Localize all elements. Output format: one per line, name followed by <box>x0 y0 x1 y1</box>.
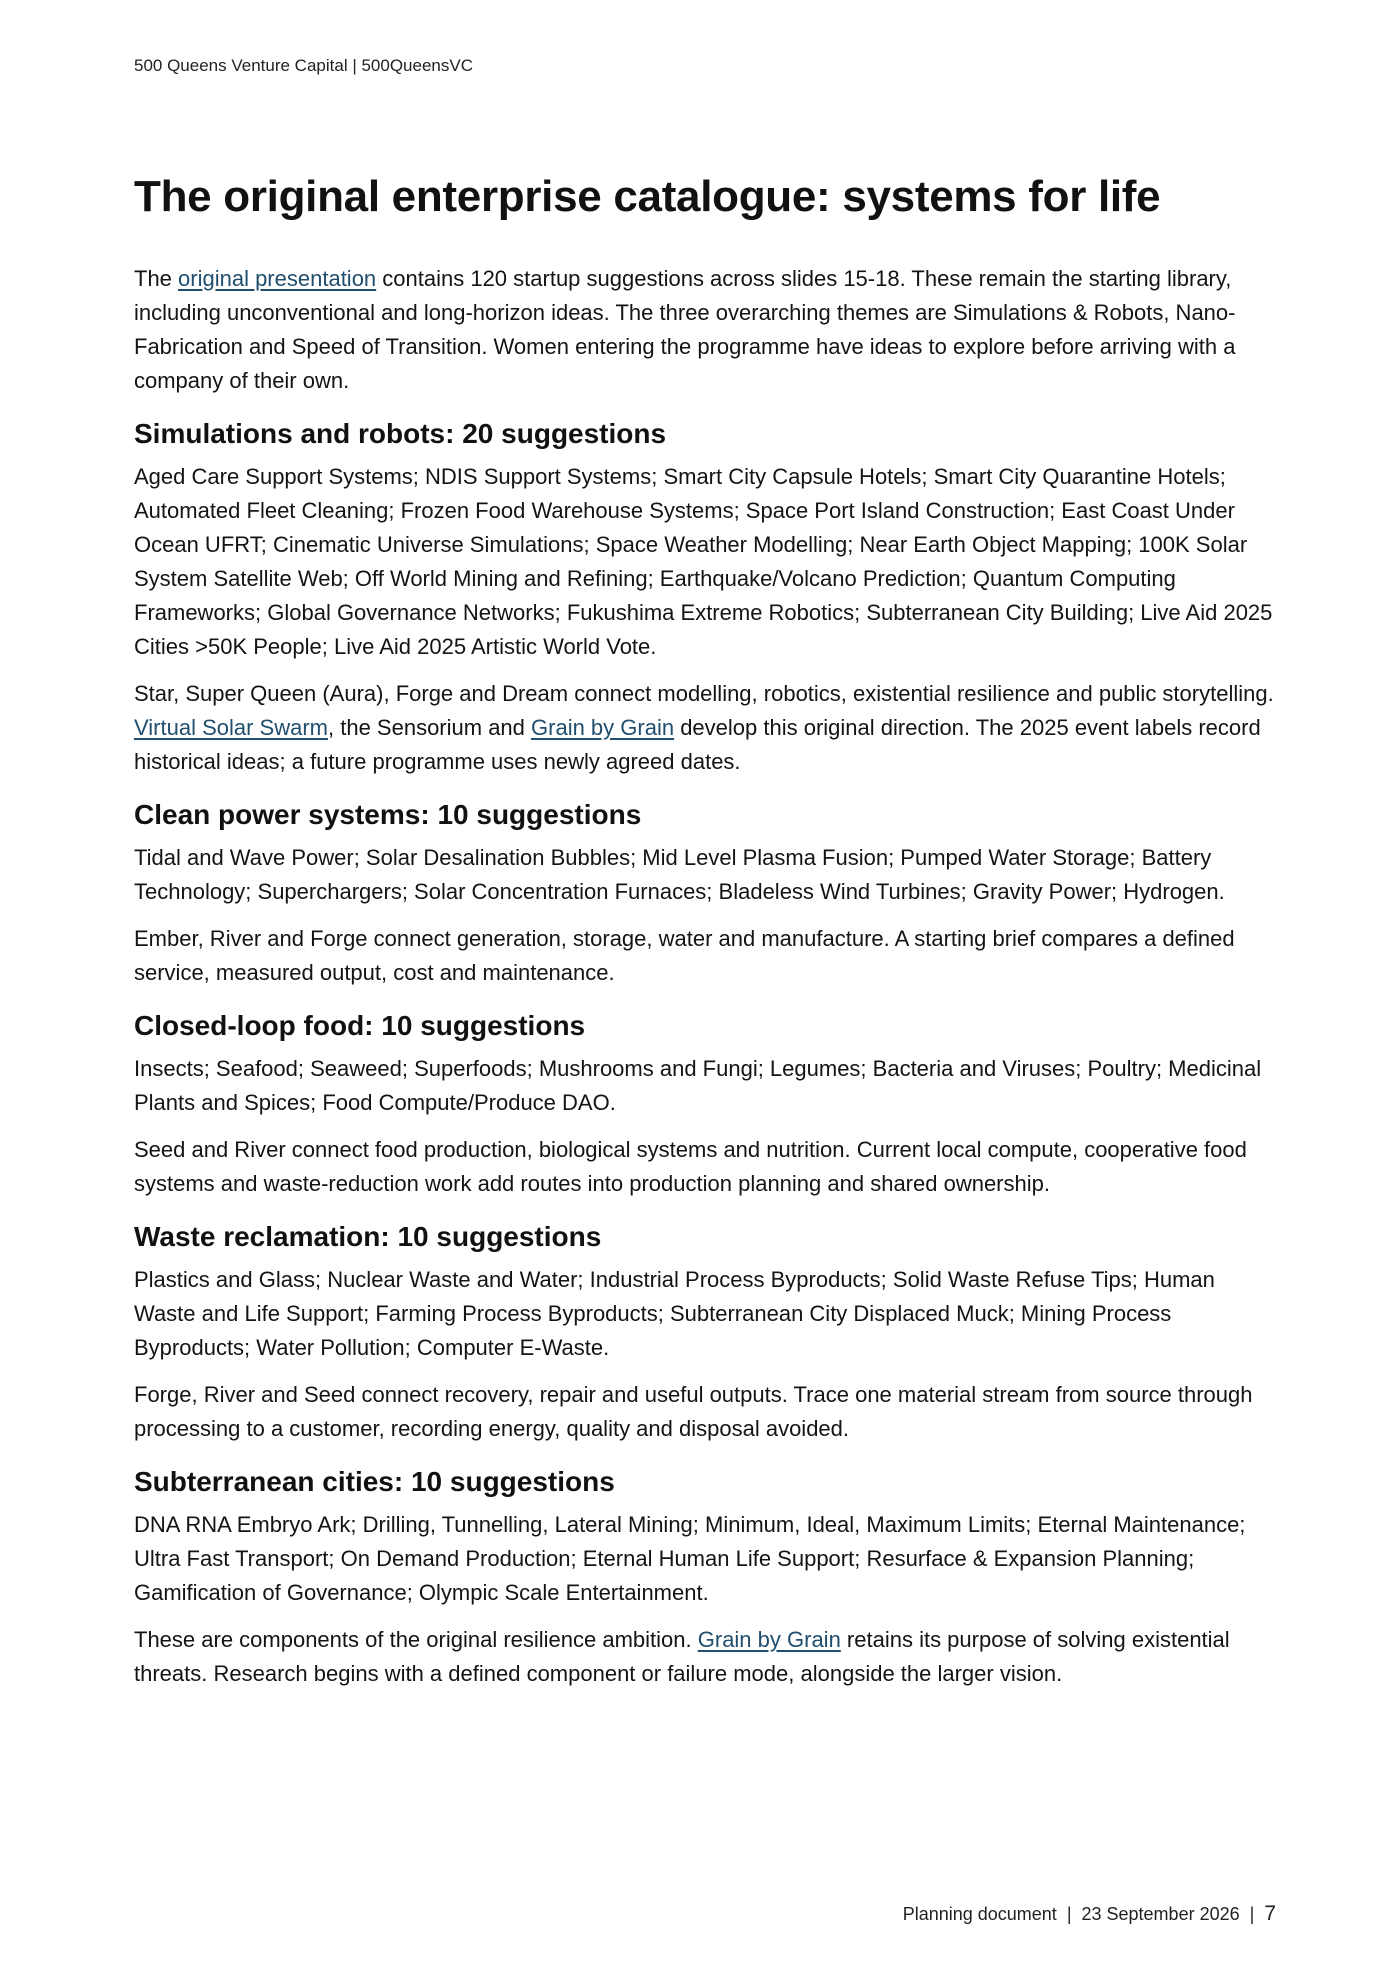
intro-text: contains 120 startup suggestions across slides 15-18. These remain the starting library, including unconventional and long-horizon ideas. The three overarching themes are Simulations & Robots, Nano-Fabrication and Speed of Transition. Women entering the programme have ideas to explore before arriving with a company of their own. <box>134 266 1236 393</box>
clean-power-note: Ember, River and Forge connect generation, storage, water and manufacture. A starting brief compares a defined service, measured output, cost and maintenance. <box>134 926 1235 985</box>
food-note: Seed and River connect food production, biological systems and nutrition. Current local compute, cooperative food systems and waste-reduction work add routes into production planning and shared ownership. <box>134 1137 1247 1196</box>
simulations-list: Aged Care Support Systems; NDIS Support Systems; Smart City Capsule Hotels; Smart City Quarantine Hotels; Automated Fleet Cleaning; Frozen Food Warehouse Systems; Space Port Island Construction; East Coast Under Ocean UFRT; Cinematic Universe Simulations; Space Weather Modelling; Near Earth Object Mapping; 100K Solar System Satellite Web; Off World Mining and Refining; Earthquake/Volcano Prediction; Quantum Computing Frameworks; Global Governance Networks; Fukushima Extreme Robotics; Subterranean City Building; Live Aid 2025 Cities >50K People; Live Aid 2025 Artistic World Vote. <box>134 464 1273 659</box>
section-heading-clean-power: Clean power systems: 10 suggestions <box>134 799 642 830</box>
subterranean-note <box>134 1623 1274 1691</box>
note-text: retains its purpose of solving existential threats. Research begins with a defined component or failure mode, alongside the larger vision. <box>134 1627 1230 1686</box>
subterranean-list: DNA RNA Embryo Ark; Drilling, Tunnelling, Lateral Mining; Minimum, Ideal, Maximum Limits; Eternal Maintenance; Ultra Fast Transport; On Demand Production; Eternal Human Life Support; Resurface & Expansion Planning; Gamification of Governance; Olympic Scale Entertainment. <box>134 1512 1246 1605</box>
section-heading-simulations: Simulations and robots: 20 suggestions <box>134 418 667 449</box>
document-body <box>134 262 1274 1704</box>
footer-date: 23 September 2026 <box>1081 1904 1240 1924</box>
clean-power-list: Tidal and Wave Power; Solar Desalination Bubbles; Mid Level Plasma Fusion; Pumped Water Storage; Battery Technology; Superchargers; Solar Concentration Furnaces; Bladeless Wind Turbines; Gravity Power; Hydrogen. <box>134 845 1225 904</box>
section-heading-food: Closed-loop food: 10 suggestions <box>134 1010 586 1041</box>
page-footer <box>903 1902 1276 1926</box>
footer-separator: | <box>1056 1904 1082 1924</box>
page-title: The original enterprise catalogue: systems for life <box>134 172 1161 221</box>
waste-list: Plastics and Glass; Nuclear Waste and Water; Industrial Process Byproducts; Solid Waste Refuse Tips; Human Waste and Life Support; Farming Process Byproducts; Subterranean City Displaced Muck; Mining Process Byproducts; Water Pollution; Computer E-Waste. <box>134 1267 1215 1360</box>
section-heading-waste: Waste reclamation: 10 suggestions <box>134 1221 602 1252</box>
virtual-solar-swarm-link[interactable]: Virtual Solar Swarm <box>134 715 328 740</box>
running-header: 500 Queens Venture Capital | 500QueensVC <box>134 56 473 75</box>
note-text: These are components of the original resilience ambition. <box>134 1627 698 1652</box>
page-number: 7 <box>1264 1902 1276 1925</box>
waste-note: Forge, River and Seed connect recovery, repair and useful outputs. Trace one material stream from source through processing to a customer, recording energy, quality and disposal avoided. <box>134 1382 1253 1441</box>
footer-separator: | <box>1239 1904 1265 1924</box>
footer-label: Planning document <box>902 1904 1057 1924</box>
intro-paragraph <box>134 262 1274 398</box>
grain-by-grain-link[interactable]: Grain by Grain <box>531 715 675 740</box>
food-list: Insects; Seafood; Seaweed; Superfoods; Mushrooms and Fungi; Legumes; Bacteria and Viruses; Poultry; Medicinal Plants and Spices; Food Compute/Produce DAO. <box>134 1056 1262 1115</box>
intro-text: The <box>134 266 179 291</box>
note-text: , the Sensorium and <box>328 715 532 740</box>
section-heading-subterranean: Subterranean cities: 10 suggestions <box>134 1466 615 1497</box>
note-text: Star, Super Queen (Aura), Forge and Dream connect modelling, robotics, existential resilience and public storytelling. <box>134 681 1274 706</box>
note-text: develop this original direction. The 2025 event labels record historical ideas; a future programme uses newly agreed dates. <box>134 715 1261 774</box>
simulations-note <box>134 677 1274 779</box>
original-presentation-link[interactable]: original presentation <box>178 266 377 291</box>
grain-by-grain-link[interactable]: Grain by Grain <box>697 1627 841 1652</box>
